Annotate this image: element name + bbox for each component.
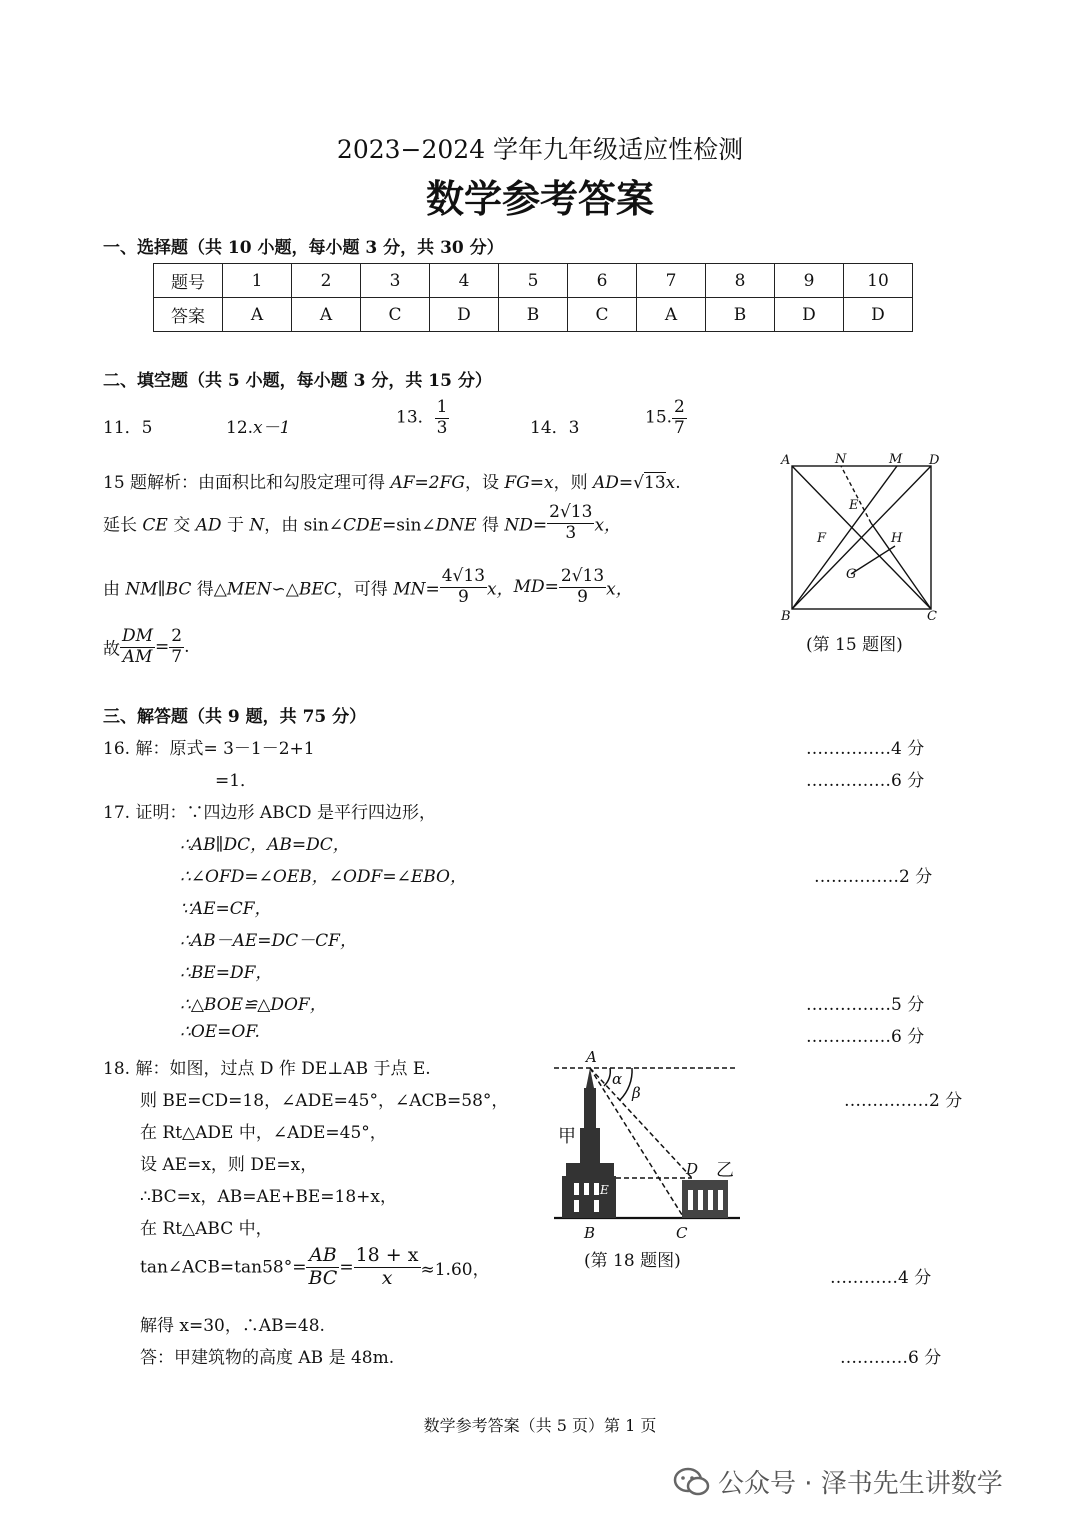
text: 于 — [221, 515, 250, 536]
label-beta: β — [632, 1084, 641, 1102]
label-alpha: α — [612, 1070, 623, 1088]
label-c: C — [676, 1224, 688, 1242]
q18-line7 — [140, 1245, 490, 1290]
text: ，可得 — [336, 579, 394, 600]
figure-18-caption: (第 18 题图) — [584, 1251, 681, 1271]
score: ……………4 分 — [806, 739, 925, 759]
text: . — [184, 637, 190, 658]
denominator: 9 — [457, 586, 469, 607]
text: tan∠ACB=tan58°= — [140, 1257, 307, 1278]
label-b: B — [584, 1224, 596, 1242]
text: FG=x — [504, 473, 554, 493]
table-cell: C — [568, 298, 637, 332]
text: DNE — [435, 515, 477, 536]
section2-heading: 二、填空题（共 5 小题，每小题 3 分，共 15 分） — [103, 371, 492, 391]
explain-line3 — [103, 567, 633, 607]
text: AD — [195, 515, 222, 536]
text: AD= — [593, 473, 634, 493]
table-cell: D — [430, 298, 499, 332]
text: 15 题解析：由面积比和勾股定理可得 — [103, 473, 391, 493]
fraction — [354, 1245, 421, 1290]
score: …………4 分 — [830, 1268, 932, 1288]
label-d: D — [686, 1160, 699, 1178]
table-cell: B — [499, 298, 568, 332]
table-cell: A — [223, 298, 292, 332]
explain-line1: 15 题解析：由面积比和勾股定理可得 AF=2FG，设 FG=x，则 AD=√13x. — [103, 473, 681, 493]
denominator: x — [381, 1266, 393, 1289]
answer-13 — [396, 398, 449, 438]
text: ，则 — [553, 473, 593, 493]
answer-table — [153, 263, 913, 332]
text: MN= — [393, 579, 440, 600]
wechat-icon — [672, 1465, 712, 1499]
text: 故 — [103, 639, 120, 660]
table-cell: 7 — [637, 264, 706, 298]
q17-line3: ∴∠OFD=∠OEB，∠ODF=∠EBO， — [180, 867, 467, 887]
q18-line9: 答：甲建筑物的高度 AB 是 48m. — [140, 1348, 395, 1368]
text: CE — [142, 515, 168, 536]
text: 得△ — [191, 579, 227, 600]
q18-line2: 则 BE=CD=18，∠ADE=45°，∠ACB=58°， — [140, 1091, 509, 1111]
watermark-text: 公众号 · 泽书先生讲数学 — [718, 1469, 1003, 1499]
text: ND= — [504, 515, 548, 536]
section1-heading: 一、选择题（共 10 小题，每小题 3 分，共 30 分） — [103, 238, 504, 258]
label-e: E — [600, 1183, 609, 1197]
score: ……………2 分 — [814, 867, 933, 887]
line-en-dashed — [841, 466, 871, 523]
text: 得 — [476, 515, 505, 536]
table-cell: D — [844, 298, 913, 332]
fraction — [559, 567, 606, 607]
q17-line2: ∴AB∥DC，AB=DC， — [180, 835, 350, 855]
page-footer: 数学参考答案（共 5 页）第 1 页 — [423, 1416, 657, 1435]
numerator: AB — [306, 1245, 339, 1268]
table-cell: 3 — [361, 264, 430, 298]
text: BEC — [298, 579, 337, 600]
score: ……………6 分 — [806, 771, 925, 791]
table-cell: 4 — [430, 264, 499, 298]
figure-15 — [775, 448, 950, 623]
answer-15-num: 15. — [645, 407, 673, 428]
text: x， — [594, 515, 622, 536]
table-cell: 题号 — [154, 264, 223, 298]
answer-12 — [226, 413, 290, 438]
explain-line2 — [103, 503, 621, 543]
text: =sin∠ — [382, 515, 436, 536]
text — [103, 580, 440, 600]
denominator: BC — [308, 1266, 338, 1289]
text: ∽△ — [271, 579, 299, 600]
q18-line3: 在 Rt△ADE 中，∠ADE=45°， — [140, 1123, 387, 1143]
text: ≈1.60， — [420, 1259, 490, 1280]
text: = — [155, 637, 170, 658]
score: ……………6 分 — [806, 1027, 925, 1047]
table-cell: 9 — [775, 264, 844, 298]
label-f: F — [817, 531, 827, 546]
q18-line1: 18. 解：如图，过点 D 作 DE⊥AB 于点 E. — [103, 1059, 431, 1079]
text: N — [249, 515, 265, 536]
table-cell: 2 — [292, 264, 361, 298]
numerator: 18 + x — [355, 1244, 419, 1266]
label-a: A — [781, 453, 791, 468]
table-cell: 答案 — [154, 298, 223, 332]
table-cell: 5 — [499, 264, 568, 298]
table-row — [154, 298, 913, 332]
numerator: 2 — [674, 397, 685, 417]
text: 延长 — [103, 515, 143, 536]
table-cell: A — [292, 298, 361, 332]
numerator: DM — [122, 626, 154, 646]
numerator: 1 — [436, 397, 448, 417]
q17-line6: ∴BE=DF， — [180, 963, 273, 983]
answer-12-value: x－1 — [253, 418, 291, 438]
fraction — [440, 567, 487, 607]
text: 由 — [103, 579, 126, 600]
text: ，由 sin∠ — [264, 515, 344, 536]
fraction — [435, 398, 450, 438]
figure-15-caption: (第 15 题图) — [806, 635, 903, 655]
numerator: 4√13 — [441, 566, 486, 586]
text: x， — [606, 579, 633, 600]
radicand: 13 — [644, 473, 666, 493]
q16-line1: 16. 解：原式= 3－1－2+1 — [103, 739, 315, 759]
label-c: C — [927, 609, 937, 623]
label-g: G — [846, 567, 857, 582]
figure-18 — [552, 1048, 747, 1244]
table-cell: B — [706, 298, 775, 332]
section3-heading: 三、解答题（共 9 题，共 75 分） — [103, 707, 367, 727]
table-row — [154, 264, 913, 298]
label-m: M — [889, 452, 903, 467]
answer-11: 11．5 — [103, 418, 153, 438]
table-cell: 10 — [844, 264, 913, 298]
text: MD= — [513, 577, 559, 598]
label-h: H — [891, 531, 903, 546]
q17-line4: ∵AE=CF， — [180, 899, 272, 919]
label-e: E — [849, 498, 859, 513]
table-cell: 6 — [568, 264, 637, 298]
table-cell: 8 — [706, 264, 775, 298]
text: NM∥BC — [125, 579, 192, 600]
denominator: 3 — [436, 417, 448, 438]
label-b: B — [781, 609, 791, 623]
text: x， — [487, 579, 514, 600]
table-cell: 1 — [223, 264, 292, 298]
explain-line4 — [103, 627, 190, 667]
denominator: 9 — [577, 586, 588, 607]
denominator: AM — [122, 646, 153, 667]
score: …………6 分 — [840, 1348, 942, 1368]
label-d: D — [929, 453, 940, 468]
fraction — [120, 627, 155, 667]
q18-line5: ∴BC=x，AB=AE+BE=18+x， — [140, 1187, 398, 1207]
label-a: A — [586, 1048, 597, 1066]
numerator: 2√13 — [549, 502, 593, 522]
angle-alpha — [604, 1068, 610, 1086]
text: x — [665, 473, 676, 493]
fraction — [672, 398, 687, 438]
denominator: 3 — [565, 522, 577, 543]
fraction — [547, 503, 594, 543]
page-title: 数学参考答案 — [425, 177, 654, 221]
table-cell: C — [361, 298, 430, 332]
fraction — [306, 1245, 339, 1290]
fraction — [169, 627, 184, 667]
text: MEN — [226, 579, 272, 600]
label-n: N — [835, 452, 847, 467]
text: = — [339, 1257, 354, 1278]
text: ，设 — [464, 473, 505, 493]
score: ……………5 分 — [806, 995, 925, 1015]
table-cell: D — [775, 298, 844, 332]
q18-line6: 在 Rt△ABC 中， — [140, 1219, 273, 1239]
answer-15 — [645, 398, 687, 438]
score: ……………2 分 — [844, 1091, 963, 1111]
q17-line7: ∴△BOE≌△DOF， — [180, 995, 327, 1015]
q16-line2: =1． — [215, 771, 258, 791]
text — [103, 516, 547, 536]
numerator: 2 — [171, 626, 183, 646]
answer-12-num: 12. — [226, 418, 254, 438]
table-cell: A — [637, 298, 706, 332]
answer-13-num: 13． — [396, 407, 435, 428]
q18-line4: 设 AE=x，则 DE=x， — [140, 1155, 318, 1175]
text: 交 — [167, 515, 196, 536]
denominator: 7 — [674, 417, 685, 438]
text: AF=2FG — [390, 473, 465, 493]
q17-line1: 17. 证明：∵四边形 ABCD 是平行四边形， — [103, 803, 436, 823]
numerator: 2√13 — [560, 566, 605, 586]
q18-line8: 解得 x=30，∴AB=48. — [140, 1316, 325, 1336]
watermark — [672, 1463, 1003, 1500]
label-yi: 乙 — [716, 1160, 734, 1181]
label-jia: 甲 — [558, 1126, 576, 1147]
answer-14: 14．3 — [530, 418, 580, 438]
title-line1: 2023−2024 学年九年级适应性检测 — [336, 135, 744, 164]
q17-line8: ∴OE=OF. — [180, 1022, 260, 1042]
q17-line5: ∴AB－AE=DC－CF， — [180, 931, 357, 951]
denominator: 7 — [171, 646, 183, 667]
text: CDE — [343, 515, 383, 536]
